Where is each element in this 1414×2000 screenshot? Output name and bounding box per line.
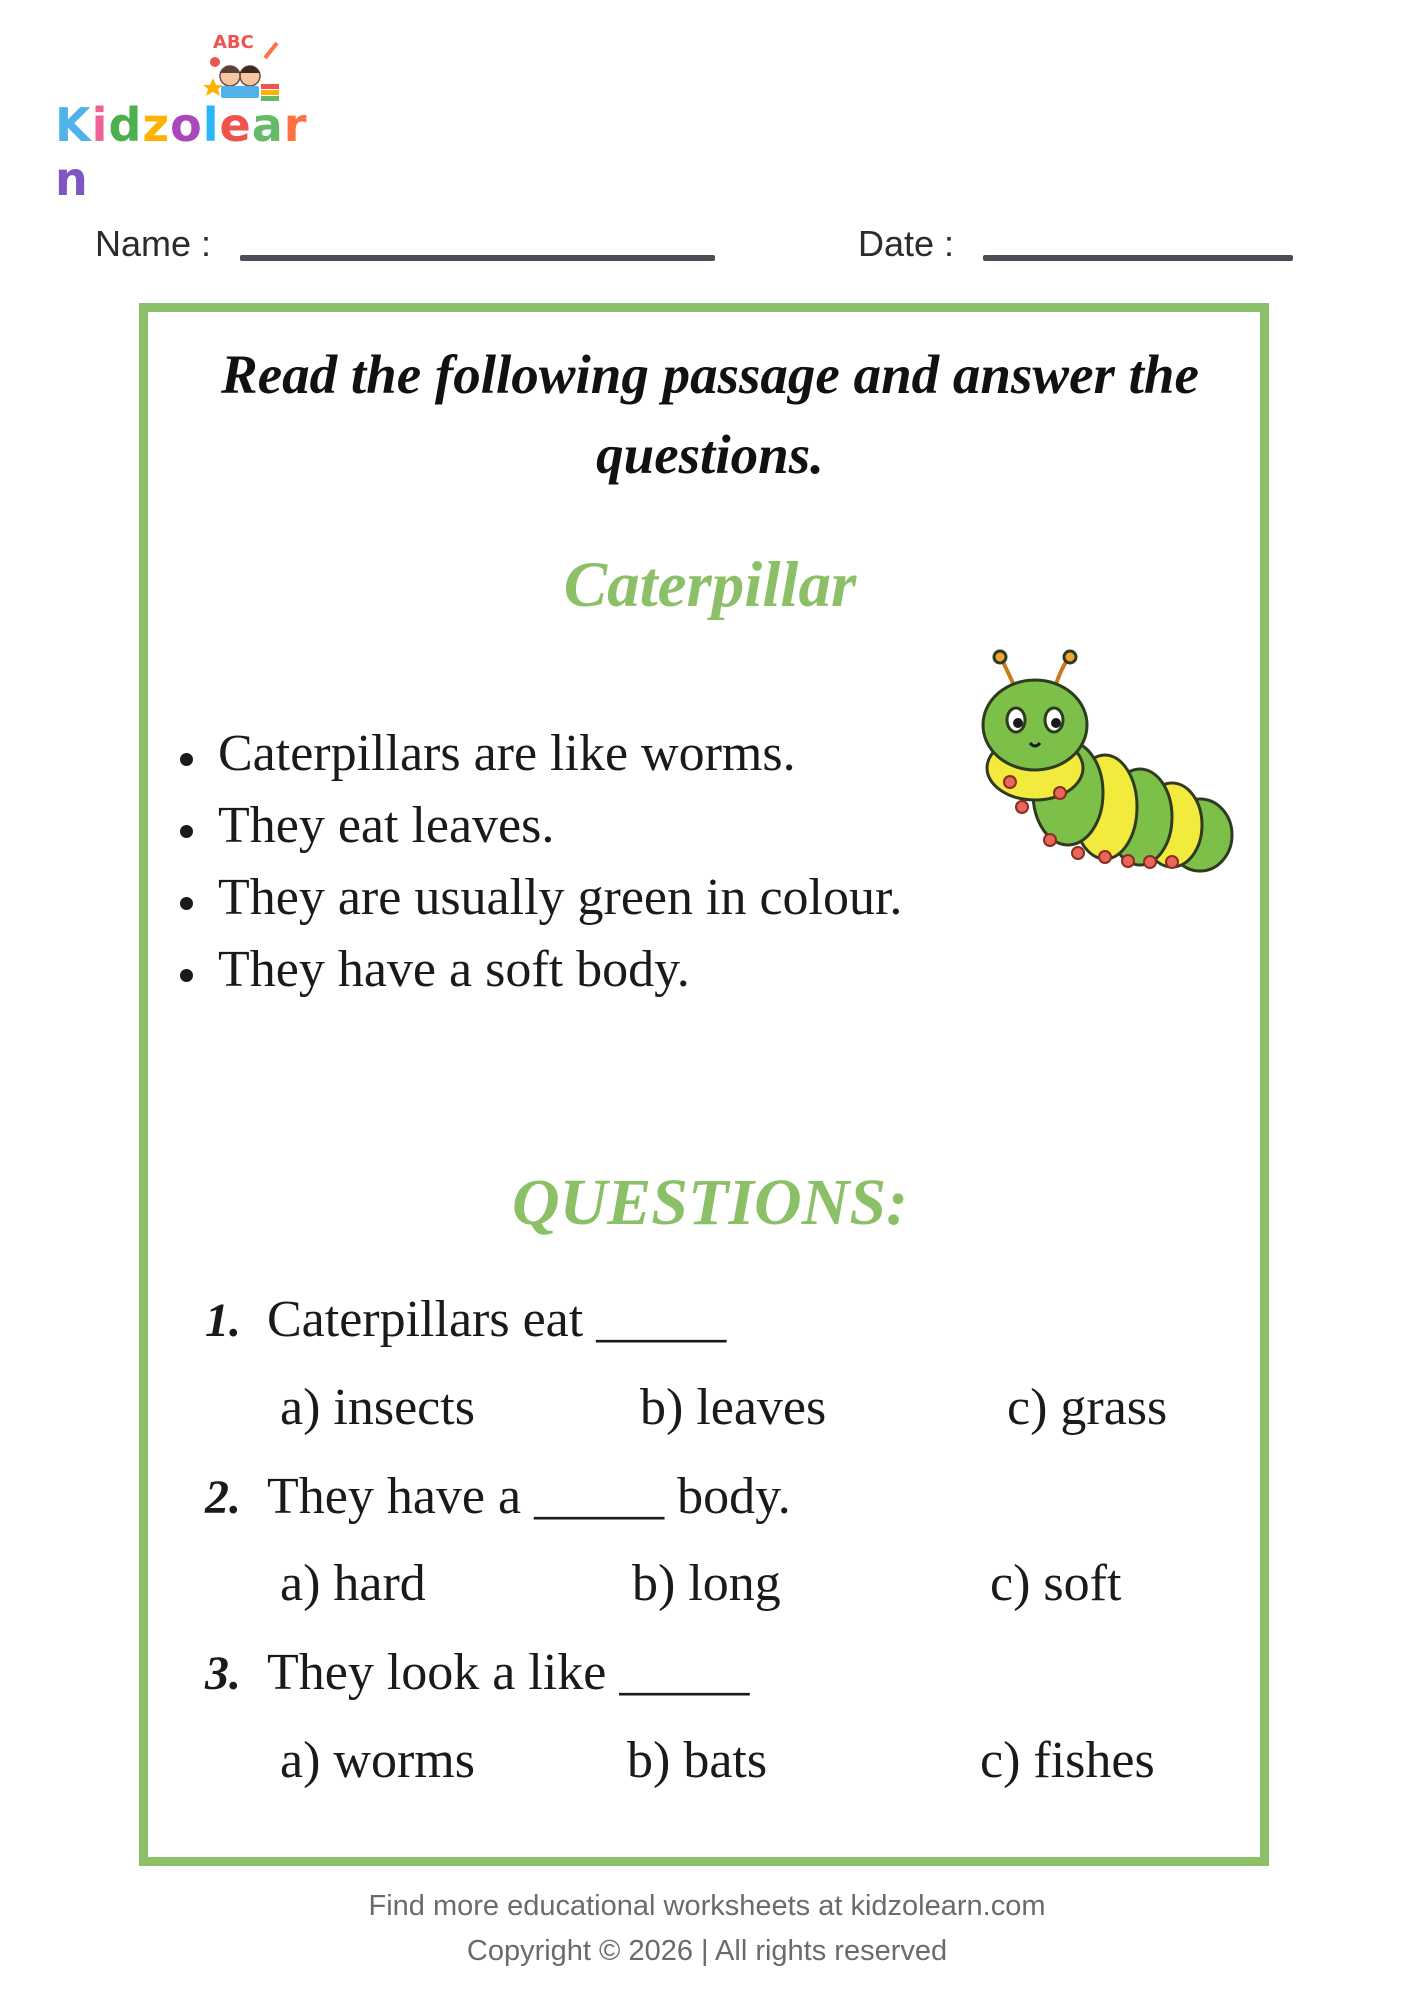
- option-a[interactable]: a) worms: [280, 1732, 475, 1789]
- logo-letter: i: [91, 98, 109, 152]
- logo-letter: d: [108, 98, 143, 152]
- option-c[interactable]: c) soft: [990, 1555, 1122, 1612]
- option-c[interactable]: c) fishes: [980, 1732, 1155, 1789]
- question-text: They have a _____ body.: [267, 1468, 791, 1525]
- kids-reading-icon: [135, 28, 285, 103]
- logo-letter: n: [55, 152, 89, 206]
- name-label: Name :: [95, 223, 212, 264]
- question-number: 2.: [205, 1471, 241, 1524]
- questions-heading: QUESTIONS:: [511, 1166, 909, 1239]
- logo-letter: e: [219, 98, 252, 152]
- question-text: They look a like _____: [267, 1644, 750, 1701]
- logo-letter: a: [251, 98, 284, 152]
- logo-letter: o: [170, 98, 203, 152]
- logo-letter: r: [283, 98, 308, 152]
- passage-facts: [170, 718, 902, 1006]
- fact-text: They are usually green in colour.: [218, 869, 903, 926]
- date-label: Date :: [858, 223, 955, 264]
- name-field[interactable]: [240, 255, 715, 261]
- kidzolearn-logo: [55, 28, 335, 206]
- option-b[interactable]: b) bats: [627, 1732, 768, 1789]
- logo-wordmark: [55, 98, 335, 206]
- logo-letter: l: [202, 98, 220, 152]
- bullet: [180, 897, 193, 910]
- footer-copyright: Copyright © 2026 | All rights reserved: [466, 1935, 948, 1967]
- list-item: [170, 862, 902, 934]
- abc-text: ABC: [213, 32, 254, 53]
- bullet: [180, 969, 193, 982]
- fact-text: They eat leaves.: [218, 797, 555, 854]
- fact-text: Caterpillars are like worms.: [218, 725, 796, 782]
- question-number: 1.: [205, 1294, 241, 1347]
- passage-title: Caterpillar: [563, 549, 857, 621]
- question-1: [205, 1290, 726, 1349]
- logo-letter: z: [142, 98, 171, 152]
- list-item: [170, 934, 902, 1006]
- bullet: [180, 753, 193, 766]
- question-3: [205, 1643, 749, 1702]
- option-a[interactable]: a) hard: [280, 1555, 426, 1612]
- option-a[interactable]: a) insects: [280, 1379, 475, 1436]
- option-c[interactable]: c) grass: [1007, 1379, 1168, 1436]
- list-item: [170, 718, 902, 790]
- caterpillar-icon: [950, 645, 1240, 880]
- logo-letter: K: [55, 98, 92, 152]
- option-b[interactable]: b) long: [632, 1555, 781, 1612]
- question-2: [205, 1467, 791, 1526]
- date-field[interactable]: [983, 255, 1293, 261]
- bullet: [180, 825, 193, 838]
- fact-text: They have a soft body.: [218, 941, 690, 998]
- question-number: 3.: [205, 1647, 241, 1700]
- option-b[interactable]: b) leaves: [640, 1379, 827, 1436]
- question-text: Caterpillars eat _____: [267, 1291, 727, 1348]
- footer-promo: Find more educational worksheets at kidzolearn.com: [368, 1890, 1046, 1922]
- list-item: [170, 790, 902, 862]
- instruction-text: Read the following passage and answer the questions.: [221, 344, 1199, 485]
- worksheet-border: [139, 303, 1269, 1866]
